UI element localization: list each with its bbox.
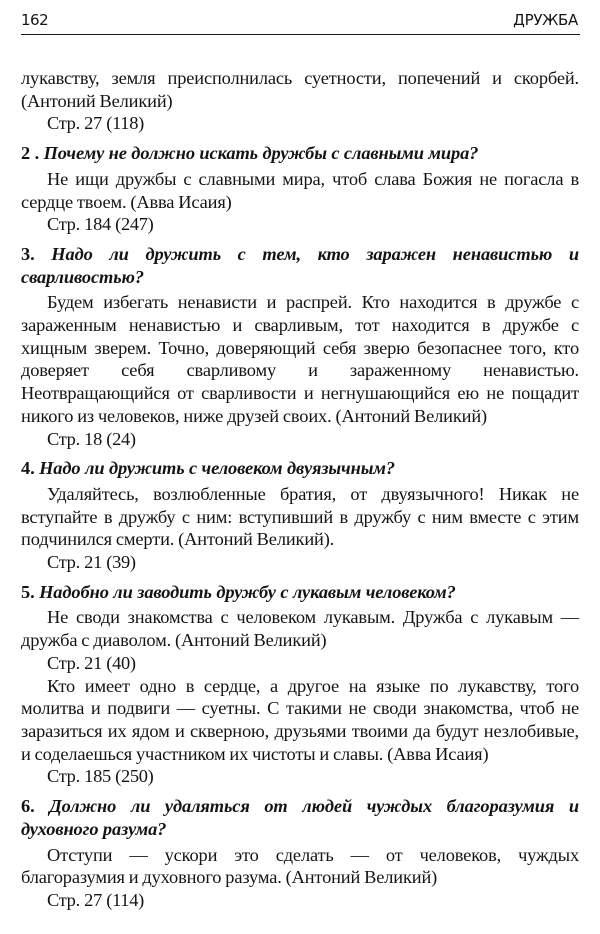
question-section bbox=[21, 581, 579, 788]
question-number: 5. bbox=[21, 581, 35, 602]
answer-text: Кто имеет одно в сердце, а другое на языке по лукавству, того молитва и подвиги — суетны. С такими не своди знакомства, чтоб не заразиться их ядом и скверною, друзьями твоими да будут незлобивые, и соделаешься участником их чистоты и славы. (Авва Исаия) bbox=[21, 675, 579, 764]
question-section bbox=[21, 243, 579, 450]
answer-text: Отступи — ускори это сделать — от человеков, чуждых благоразумия и духовного разума. (Антоний Великий) bbox=[21, 844, 579, 888]
continuation-text: лукавству, земля преисполнилась суетности, попечений и скорбей. (Антоний Великий) bbox=[21, 68, 579, 111]
question-title: Надо ли дружить с человеком двуязычным? bbox=[39, 458, 395, 479]
question-title: Надо ли дружить с тем, кто заражен ненавистью и сварливостью? bbox=[21, 243, 579, 287]
running-title: ДРУЖБА bbox=[513, 11, 578, 29]
question-title: Почему не должно искать дружбы с славными мира? bbox=[43, 143, 479, 164]
page-content bbox=[21, 67, 579, 912]
answer-text: Не своди знакомства с человеком лукавым. Дружба с лукавым — дружба с диаволом. (Антоний Великий) bbox=[21, 607, 579, 651]
question-section bbox=[21, 457, 579, 574]
question-title: Надобно ли заводить дружбу с лукавым человеком? bbox=[39, 581, 456, 602]
page-number: 162 bbox=[21, 11, 49, 29]
question-number: 3. bbox=[21, 243, 35, 264]
question-heading bbox=[21, 581, 579, 604]
question-title: Должно ли удаляться от людей чуждых благоразумия и духовного разума? bbox=[21, 796, 579, 839]
source-reference: Стр. 184 (247) bbox=[47, 214, 154, 235]
page-header bbox=[21, 10, 580, 35]
source-reference: Стр. 21 (40) bbox=[47, 652, 136, 673]
source-reference: Стр. 185 (250) bbox=[47, 766, 154, 787]
question-number: 4. bbox=[21, 458, 35, 479]
answer-text: Будем избегать ненависти и распрей. Кто находится в дружбе с зараженным ненавистью и сварливым, тот находится в дружбе с хищным зверем. Точно, доверяющий себя зверю безопаснее того, кто доверяет себя сварливому и зараженному ненавистью. Неотвращающийся от сварливости и негнушающийся ею не пощадит никого из человеков, ниже друзей своих. (Антоний Великий) bbox=[21, 292, 579, 426]
answer-text: Удаляйтесь, возлюбленные братия, от двуязычного! Никак не вступайте в дружбу с ним: вступивший в дружбу с ним вместе с этим подчинился смерти. (Антоний Великий). bbox=[21, 483, 579, 550]
question-heading bbox=[21, 457, 579, 480]
question-heading bbox=[21, 243, 579, 288]
question-section bbox=[21, 142, 579, 236]
question-number: 6. bbox=[21, 796, 35, 817]
question-heading bbox=[21, 795, 579, 840]
answer-text: Не ищи дружбы с славными мира, чтоб слава Божия не погасла в сердце твоем. (Авва Исаия) bbox=[21, 168, 579, 212]
question-number: 2 . bbox=[21, 143, 40, 164]
source-reference: Стр. 27 (114) bbox=[47, 889, 144, 910]
source-reference: Стр. 27 (118) bbox=[47, 113, 144, 134]
source-reference: Стр. 18 (24) bbox=[47, 428, 136, 449]
question-heading bbox=[21, 142, 579, 165]
question-section bbox=[21, 795, 579, 912]
source-reference: Стр. 21 (39) bbox=[47, 552, 136, 573]
